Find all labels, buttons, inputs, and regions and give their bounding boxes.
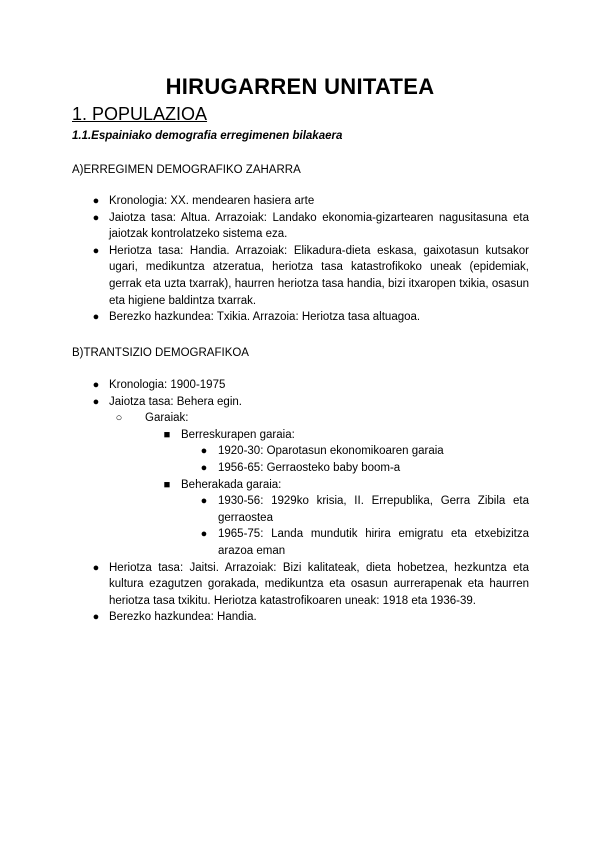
bullet-icon: ● (200, 528, 208, 541)
bullet-icon: ● (92, 561, 100, 574)
part-b-heading: B)TRANTSIZIO DEMOGRAFIKOA (72, 347, 249, 359)
bullet-icon: ● (92, 244, 100, 257)
part-b-list (0, 377, 600, 626)
square-bullet-icon: ■ (163, 428, 171, 441)
list-item (0, 410, 600, 427)
list-item-text: Kronologia: XX. mendearen hasiera arte (109, 195, 315, 207)
bullet-icon: ● (200, 445, 208, 458)
list-item (0, 193, 529, 210)
list-item (0, 493, 529, 526)
list-item-text: Garaiak: (145, 412, 189, 425)
bullet-icon: ● (92, 379, 100, 391)
list-item-text: 1956-65: Gerraosteko baby boom-a (218, 461, 401, 474)
list-item (0, 477, 600, 494)
list-item (0, 210, 529, 243)
list-item-text: Berezko hazkundea: Handia. (109, 611, 257, 624)
square-bullet-icon: ■ (163, 478, 171, 491)
bullet-icon: ● (92, 395, 100, 408)
part-a-heading: A)ERREGIMEN DEMOGRAFIKO ZAHARRA (72, 164, 301, 176)
list-item-text: Berreskurapen garaia: (181, 428, 295, 441)
list-item (0, 427, 600, 444)
list-item-text: 1965-75: Landa mundutik hirira emigratu eta etxebizitza arazoa eman (218, 528, 529, 557)
list-item-text: 1920-30: Oparotasun ekonomikoaren garaia (218, 445, 444, 458)
bullet-icon: ● (200, 461, 208, 474)
list-item-text: Kronologia: 1900-1975 (109, 379, 226, 391)
list-item-text: 1930-56: 1929ko krisia, II. Errepublika, Gerra Zibila eta gerraostea (218, 495, 529, 524)
list-item-text: Berezko hazkundea: Txikia. Arrazoia: Heriotza tasa altuagoa. (109, 311, 421, 324)
list-item-text: Heriotza tasa: Handia. Arrazoiak: Elikadura-dieta eskasa, gaixotasun kutsakor ugari, medikuntza atzeratua, heriotza tasa katastrofikoko uneak (epidemiak, gerrak eta uzta txarrak), haurren heriotza tasa handia, bizi itxaropen txikia, osasun eta higiene baldintza txarrak. (109, 244, 529, 307)
bullet-icon: ● (92, 311, 100, 324)
list-item (0, 526, 529, 559)
list-item-text: Beherakada garaia: (181, 478, 282, 491)
list-item (0, 243, 529, 309)
page-title: HIRUGARREN UNITATEA (165, 74, 435, 99)
list-item (0, 394, 529, 411)
bullet-icon: ● (92, 611, 100, 624)
subsection-heading: 1.1.Espainiako demografia erregimenen bilakaera (72, 130, 343, 142)
list-item (0, 443, 529, 460)
list-item-text: Jaiotza tasa: Altua. Arrazoiak: Landako ekonomia-gizartearen nagusitasuna eta jaiotzak kontrolatzeko sistema eza. (109, 211, 529, 241)
circle-bullet-icon: ○ (115, 412, 123, 425)
list-item-text: Heriotza tasa: Jaitsi. Arrazoiak: Bizi kalitateak, dieta hobetzea, hezkuntza eta kultura ezagutzen gorakada, medikuntza eta osasun aurrerapenak eta haurren heriotza tasa txikitu. Heriotza katastrofikoaren uneak: 1918 eta 1936-39. (109, 561, 529, 607)
list-item (0, 609, 529, 626)
bullet-icon: ● (92, 195, 100, 207)
list-item (0, 560, 529, 610)
list-item (0, 309, 529, 326)
list-item-text: Jaiotza tasa: Behera egin. (109, 395, 242, 408)
list-item (0, 460, 529, 477)
part-a-list (0, 193, 600, 326)
section-heading: 1. POPULAZIOA (72, 104, 208, 124)
bullet-icon: ● (92, 211, 100, 224)
list-item (0, 377, 529, 394)
bullet-icon: ● (200, 495, 208, 508)
